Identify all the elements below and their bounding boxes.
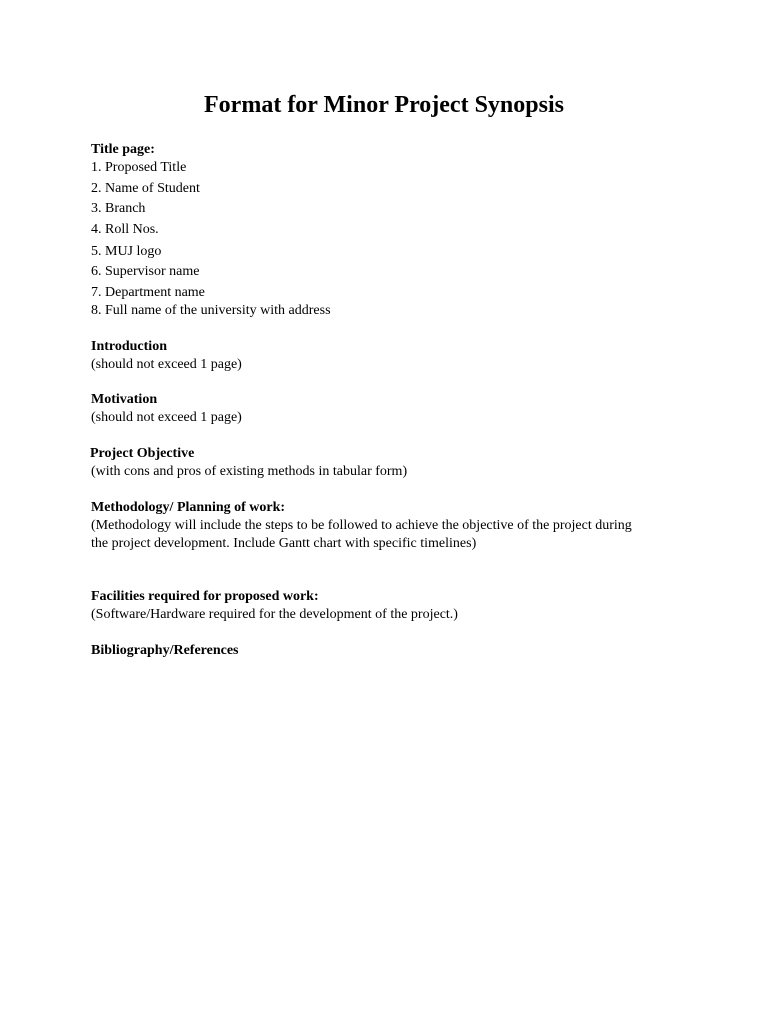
title-page-item-4: 4. Roll Nos. bbox=[91, 222, 159, 237]
introduction-heading: Introduction bbox=[91, 339, 167, 354]
methodology-heading: Methodology/ Planning of work: bbox=[91, 500, 286, 515]
motivation-heading: Motivation bbox=[91, 392, 158, 407]
facilities-note: (Software/Hardware required for the development of the project.) bbox=[91, 607, 458, 622]
facilities-heading: Facilities required for proposed work: bbox=[91, 589, 319, 604]
title-page-item-1: 1. Proposed Title bbox=[91, 160, 187, 175]
title-page-item-8: 8. Full name of the university with address bbox=[91, 303, 331, 318]
methodology-note-line-1: (Methodology will include the steps to be followed to achieve the objective of the project during bbox=[91, 518, 632, 533]
introduction-note: (should not exceed 1 page) bbox=[91, 357, 242, 372]
objective-note: (with cons and pros of existing methods in tabular form) bbox=[91, 464, 408, 479]
title-page-heading: Title page: bbox=[91, 142, 155, 157]
title-page-item-2: 2. Name of Student bbox=[91, 181, 200, 196]
methodology-note-line-2: the project development. Include Gantt chart with specific timelines) bbox=[91, 536, 477, 551]
title-page-item-3: 3. Branch bbox=[91, 201, 146, 216]
bibliography-heading: Bibliography/References bbox=[91, 643, 239, 658]
motivation-note: (should not exceed 1 page) bbox=[91, 410, 242, 425]
document-title: Format for Minor Project Synopsis bbox=[204, 92, 564, 118]
title-page-item-5: 5. MUJ logo bbox=[91, 244, 162, 259]
title-page-item-7: 7. Department name bbox=[91, 285, 205, 300]
objective-heading: Project Objective bbox=[90, 446, 195, 461]
title-page-item-6: 6. Supervisor name bbox=[91, 264, 200, 279]
